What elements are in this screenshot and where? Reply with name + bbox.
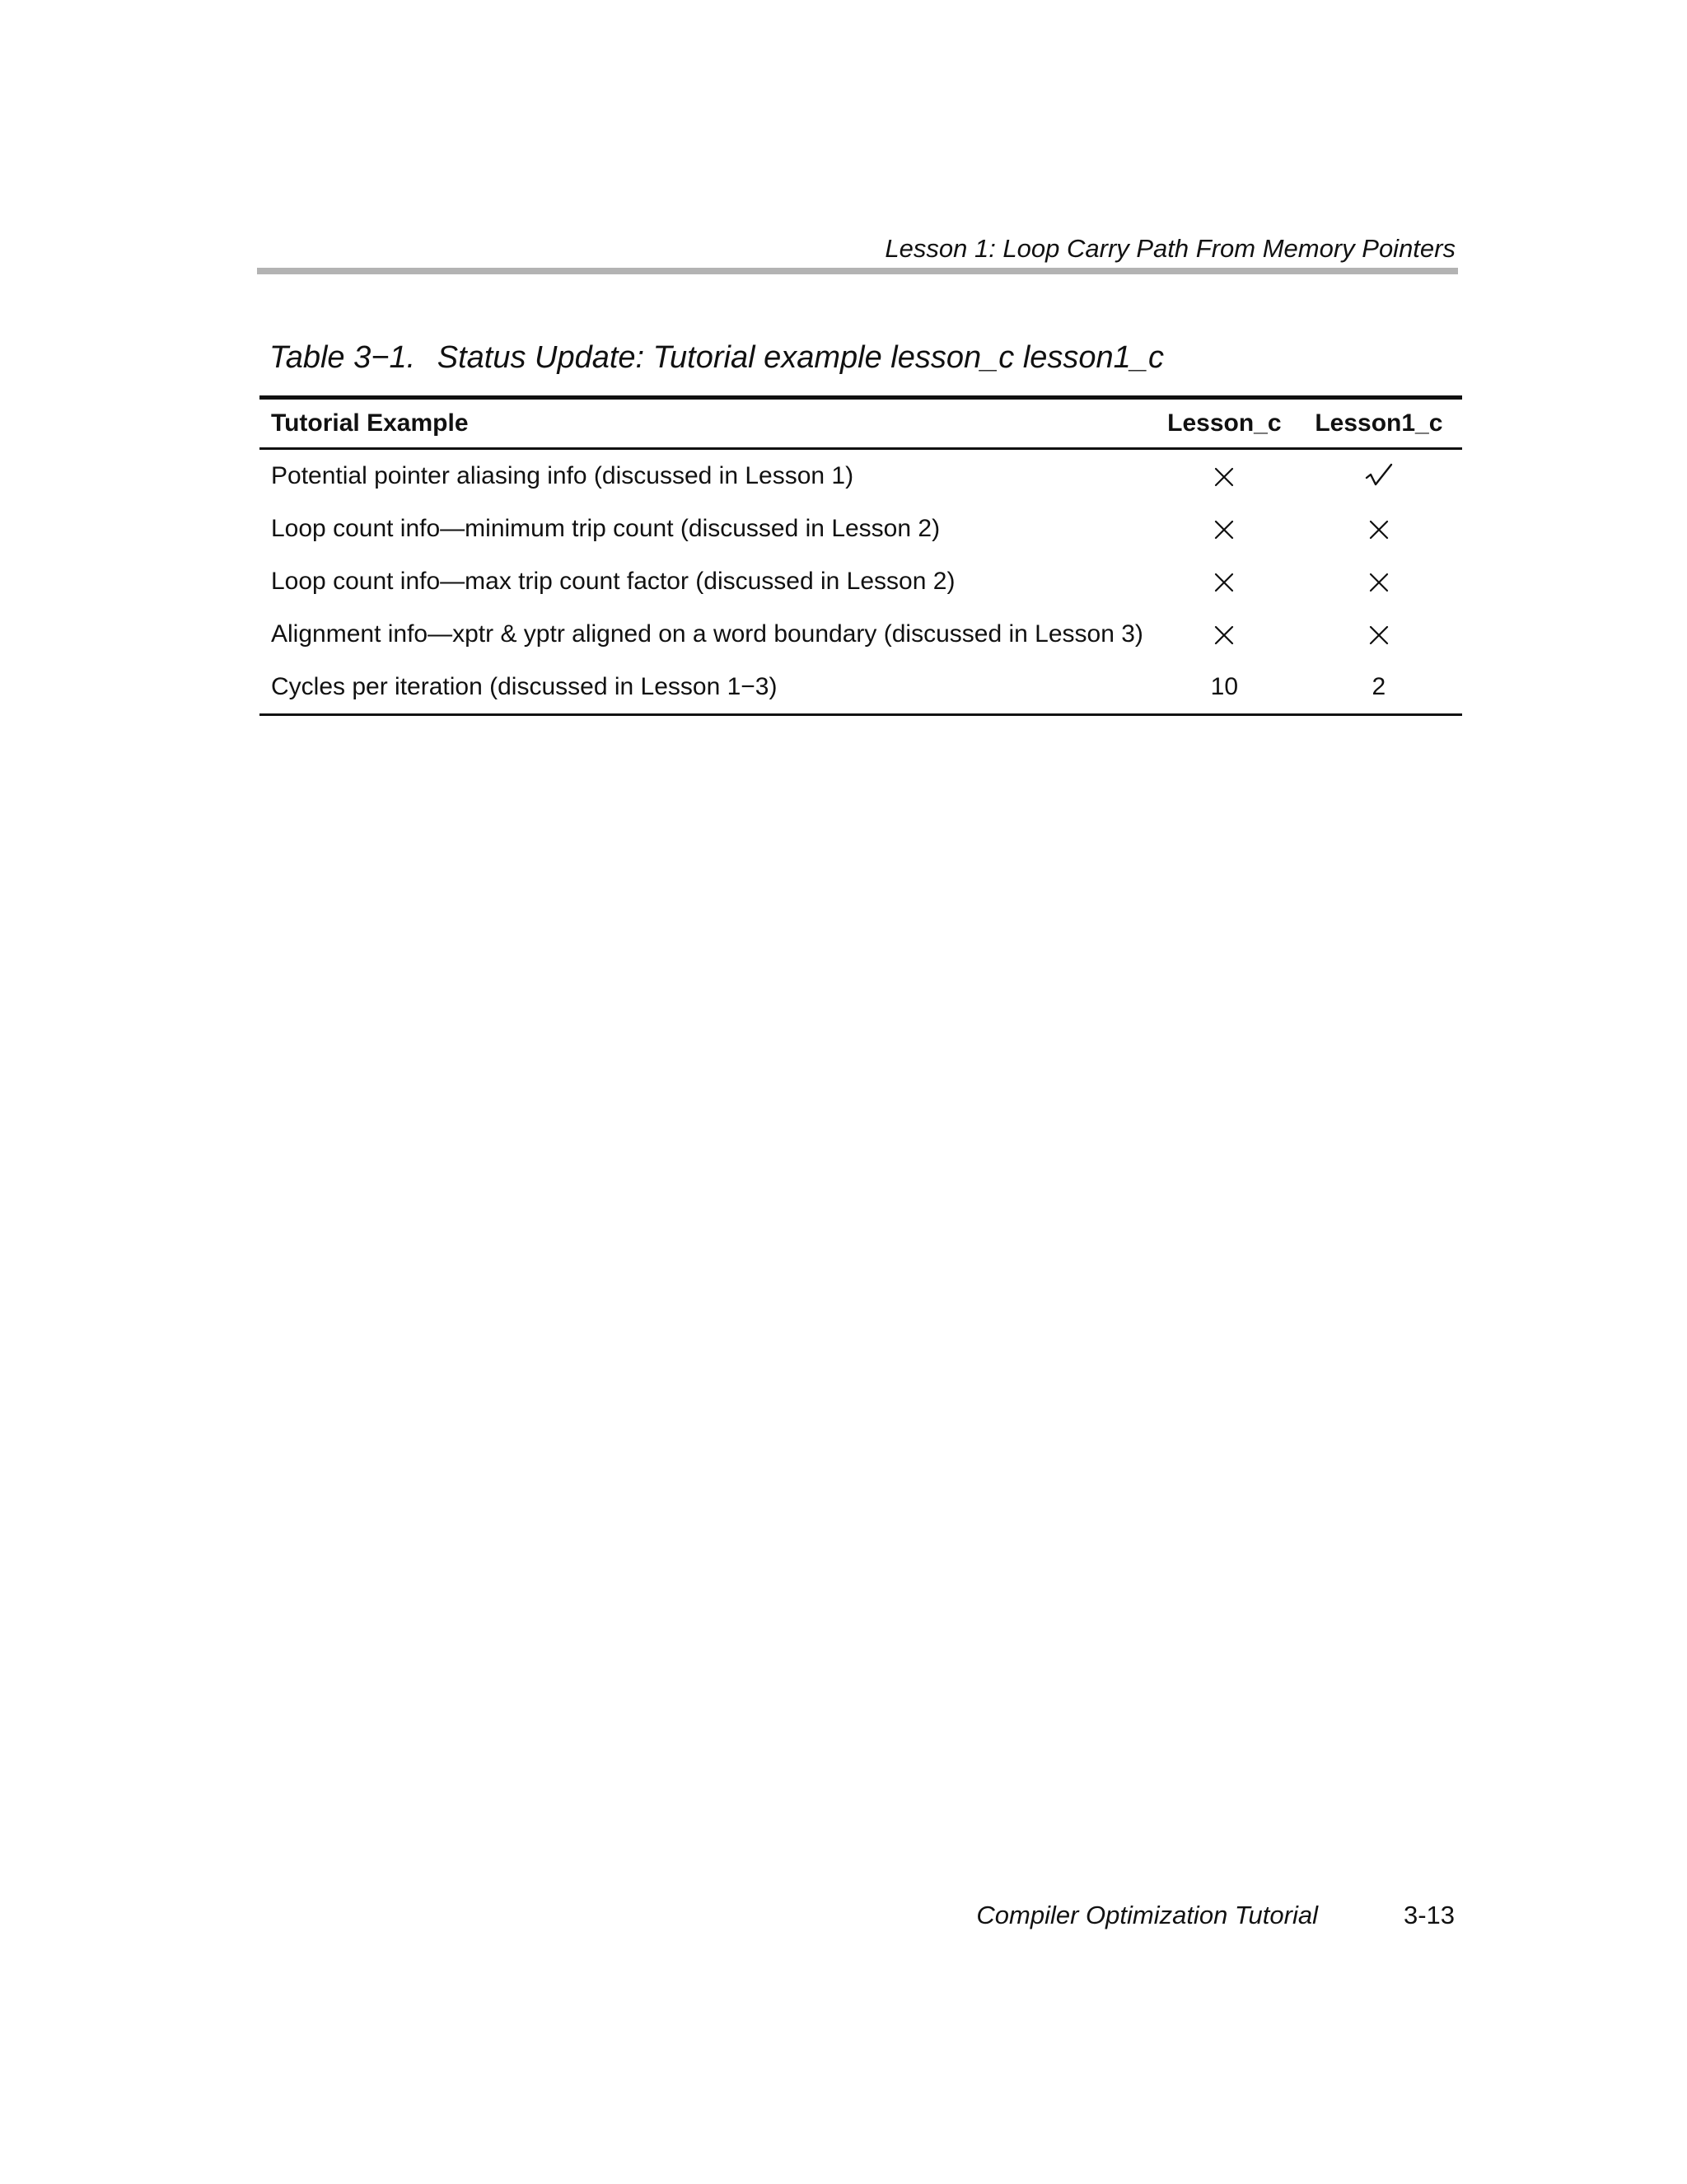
table-row [259, 661, 1462, 715]
lesson1-c-cell [1296, 449, 1462, 503]
row-description: Loop count info—max trip count factor (discussed in Lesson 2) [271, 568, 956, 595]
row-description: Cycles per iteration (discussed in Lesson 1−3) [259, 661, 1153, 715]
cross-icon [1213, 572, 1235, 593]
row-description: Alignment info—xptr & yptr aligned on a word boundary (discussed in Lesson 3) [271, 620, 1143, 648]
footer-title: Compiler Optimization Tutorial [976, 1901, 1318, 1929]
table-header-row [259, 398, 1462, 449]
cross-icon [1368, 519, 1390, 540]
cross-icon [1213, 624, 1235, 646]
header-lesson-c: Lesson_c [1153, 398, 1296, 449]
lesson-c-cell [1153, 555, 1296, 608]
check-icon [1365, 463, 1393, 491]
lesson1-c-cell [1296, 608, 1462, 661]
table-row [259, 555, 1462, 608]
header-tutorial-example: Tutorial Example [259, 398, 1153, 449]
lesson-c-cell [1153, 503, 1296, 555]
cross-icon [1368, 624, 1390, 646]
lesson1-c-cell [1296, 555, 1462, 608]
table-title: Status Update: Tutorial example lesson_c lesson1_c [437, 340, 1164, 375]
running-header: Lesson 1: Loop Carry Path From Memory Pointers [885, 234, 1456, 263]
status-table [259, 395, 1462, 716]
cross-icon [1368, 572, 1390, 593]
page-number: 3-13 [1403, 1901, 1455, 1929]
header-lesson1-c: Lesson1_c [1296, 398, 1462, 449]
lesson1-c-value: 2 [1296, 661, 1462, 715]
lesson1-c-cell [1296, 503, 1462, 555]
table-row [259, 503, 1462, 555]
table-row [259, 608, 1462, 661]
header-rule [257, 268, 1458, 274]
cross-icon [1213, 466, 1235, 488]
cross-icon [1213, 519, 1235, 540]
lesson-c-value: 10 [1153, 661, 1296, 715]
row-description: Potential pointer aliasing info (discussed in Lesson 1) [271, 462, 854, 489]
table-caption [269, 338, 1164, 377]
row-description: Loop count info—minimum trip count (discussed in Lesson 2) [271, 515, 941, 542]
table-number: Table 3−1. [269, 340, 416, 375]
table-row [259, 449, 1462, 503]
lesson-c-cell [1153, 449, 1296, 503]
lesson-c-cell [1153, 608, 1296, 661]
